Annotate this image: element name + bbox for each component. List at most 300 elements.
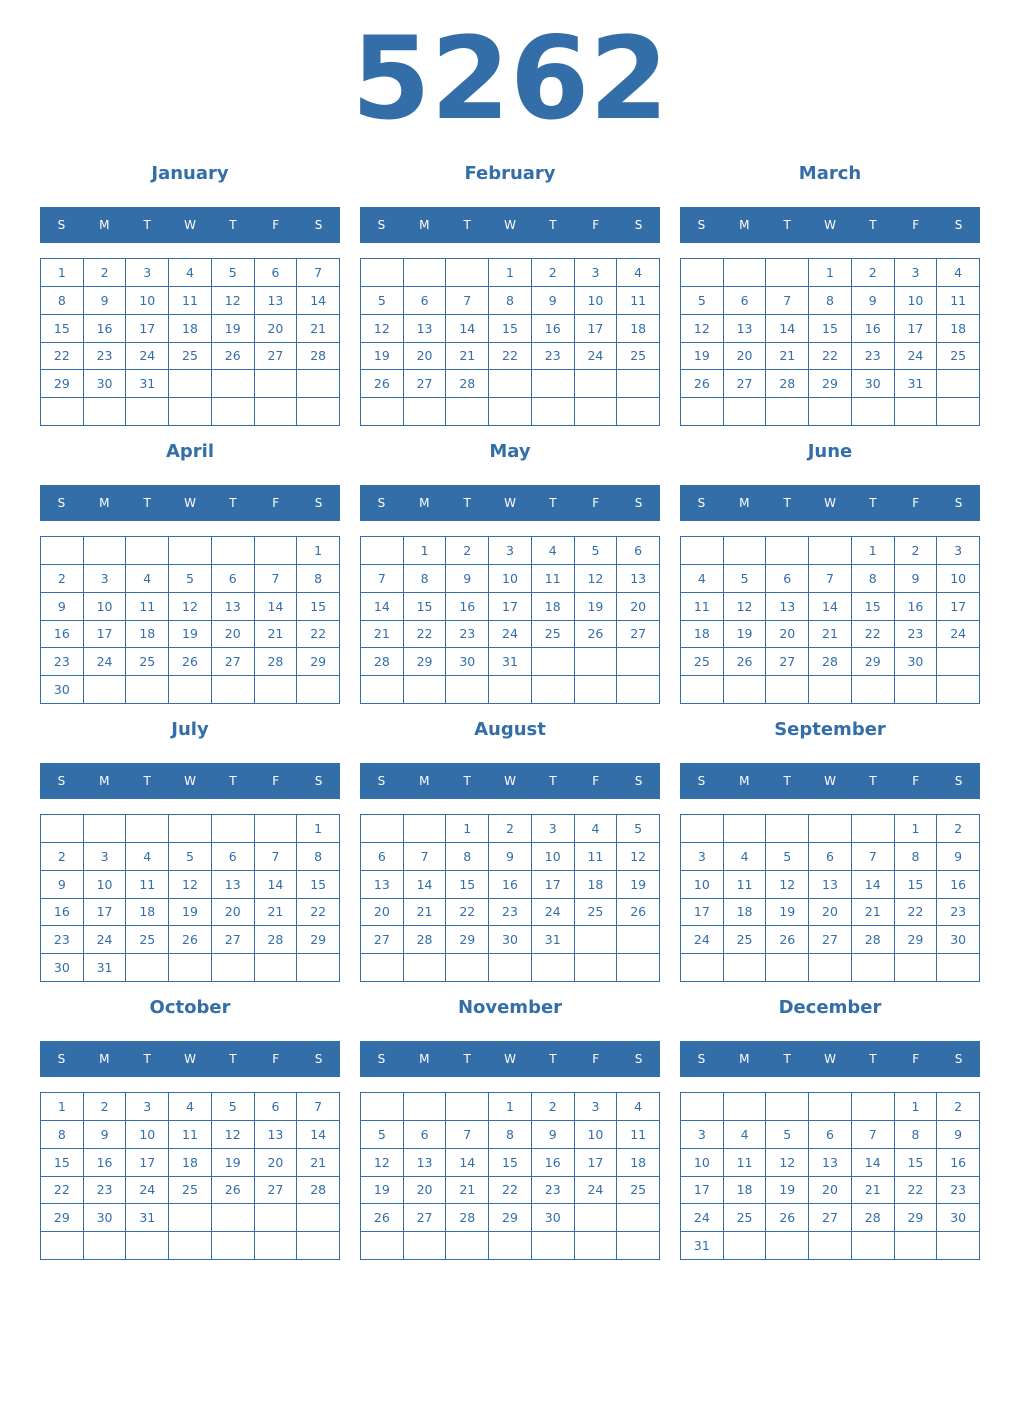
day-cell: 11: [532, 565, 575, 593]
weekday-label: T: [783, 1052, 791, 1066]
day-cell: 19: [681, 343, 724, 371]
day-cell: 15: [446, 871, 489, 899]
day-cell: 28: [446, 370, 489, 398]
day-cell: 23: [41, 926, 84, 954]
day-cell: 4: [937, 259, 980, 287]
weekday-label: W: [824, 496, 836, 510]
day-cell: 11: [126, 593, 169, 621]
empty-cell: [575, 926, 618, 954]
empty-cell: [41, 537, 84, 565]
empty-cell: [766, 259, 809, 287]
empty-cell: [41, 1232, 84, 1260]
day-cell: 24: [575, 1177, 618, 1205]
weekday-label: S: [377, 774, 386, 788]
day-cell: 17: [84, 621, 127, 649]
empty-cell: [724, 676, 767, 704]
empty-cell: [255, 676, 298, 704]
day-cell: 14: [446, 1149, 489, 1177]
day-cell: 11: [169, 1121, 212, 1149]
day-cell: 22: [297, 899, 340, 927]
empty-cell: [617, 1204, 660, 1232]
day-cell: 31: [126, 370, 169, 398]
empty-cell: [84, 676, 127, 704]
day-cell: 1: [41, 1093, 84, 1121]
empty-cell: [255, 370, 298, 398]
weekday-label: S: [314, 1052, 323, 1066]
day-cell: 27: [255, 1177, 298, 1205]
empty-cell: [724, 259, 767, 287]
day-cell: 3: [575, 259, 618, 287]
day-cell: 5: [681, 287, 724, 315]
day-cell: 26: [169, 648, 212, 676]
day-cell: 28: [361, 648, 404, 676]
empty-cell: [212, 676, 255, 704]
day-cell: 19: [361, 343, 404, 371]
day-cell: 4: [724, 1121, 767, 1149]
empty-cell: [532, 954, 575, 982]
day-cell: 27: [724, 370, 767, 398]
empty-cell: [852, 1093, 895, 1121]
empty-cell: [937, 648, 980, 676]
day-cell: 2: [41, 565, 84, 593]
weekday-label: T: [229, 1052, 237, 1066]
empty-cell: [681, 259, 724, 287]
weekday-label: W: [504, 1052, 516, 1066]
day-cell: 9: [41, 871, 84, 899]
day-cell: 4: [169, 259, 212, 287]
day-cell: 25: [724, 1204, 767, 1232]
weekday-label: S: [697, 774, 706, 788]
day-cell: 30: [84, 370, 127, 398]
day-cell: 7: [446, 1121, 489, 1149]
day-cell: 22: [489, 343, 532, 371]
weekday-header: [680, 485, 980, 521]
day-cell: 5: [766, 843, 809, 871]
day-cell: 14: [766, 315, 809, 343]
day-cell: 12: [724, 593, 767, 621]
day-cell: 13: [361, 871, 404, 899]
day-cell: 21: [404, 899, 447, 927]
day-cell: 16: [895, 593, 938, 621]
day-cell: 12: [361, 315, 404, 343]
weekday-label: W: [184, 774, 196, 788]
day-cell: 5: [169, 843, 212, 871]
day-cell: 18: [681, 621, 724, 649]
weekday-label: F: [272, 774, 280, 788]
day-cell: 9: [895, 565, 938, 593]
weekday-label: M: [419, 496, 430, 510]
weekday-label: T: [549, 496, 557, 510]
day-cell: 26: [766, 926, 809, 954]
day-grid: [360, 814, 660, 982]
day-cell: 14: [809, 593, 852, 621]
empty-cell: [361, 676, 404, 704]
weekday-label: T: [463, 774, 471, 788]
day-cell: 25: [532, 621, 575, 649]
empty-cell: [169, 676, 212, 704]
weekday-label: M: [739, 774, 750, 788]
day-cell: 7: [809, 565, 852, 593]
day-cell: 6: [255, 259, 298, 287]
empty-cell: [809, 537, 852, 565]
day-cell: 15: [895, 871, 938, 899]
day-cell: 2: [895, 537, 938, 565]
day-cell: 12: [212, 287, 255, 315]
day-cell: 19: [575, 593, 618, 621]
day-cell: 21: [297, 1149, 340, 1177]
day-cell: 10: [532, 843, 575, 871]
empty-cell: [404, 954, 447, 982]
empty-cell: [446, 259, 489, 287]
day-cell: 19: [169, 621, 212, 649]
empty-cell: [212, 370, 255, 398]
empty-cell: [212, 537, 255, 565]
day-cell: 23: [532, 1177, 575, 1205]
empty-cell: [255, 537, 298, 565]
weekday-label: W: [184, 218, 196, 232]
day-cell: 1: [895, 815, 938, 843]
empty-cell: [724, 398, 767, 426]
empty-cell: [809, 1232, 852, 1260]
day-cell: 15: [41, 315, 84, 343]
empty-cell: [446, 1232, 489, 1260]
day-cell: 5: [169, 565, 212, 593]
day-cell: 23: [84, 343, 127, 371]
day-cell: 17: [489, 593, 532, 621]
day-cell: 28: [255, 926, 298, 954]
weekday-header: [680, 207, 980, 243]
day-cell: 15: [297, 871, 340, 899]
day-cell: 17: [937, 593, 980, 621]
day-cell: 21: [852, 1177, 895, 1205]
empty-cell: [446, 676, 489, 704]
weekday-label: F: [592, 496, 600, 510]
day-cell: 10: [575, 287, 618, 315]
day-cell: 14: [852, 1149, 895, 1177]
empty-cell: [84, 398, 127, 426]
day-cell: 18: [724, 899, 767, 927]
day-cell: 31: [895, 370, 938, 398]
day-cell: 8: [41, 287, 84, 315]
empty-cell: [84, 537, 127, 565]
day-cell: 2: [852, 259, 895, 287]
day-cell: 18: [169, 1149, 212, 1177]
day-cell: 10: [84, 871, 127, 899]
weekday-label: W: [184, 496, 196, 510]
day-cell: 7: [852, 1121, 895, 1149]
weekday-label: T: [869, 1052, 877, 1066]
weekday-label: M: [419, 774, 430, 788]
day-cell: 10: [489, 565, 532, 593]
day-cell: 24: [937, 621, 980, 649]
empty-cell: [766, 676, 809, 704]
empty-cell: [681, 1093, 724, 1121]
empty-cell: [212, 1232, 255, 1260]
day-cell: 31: [84, 954, 127, 982]
weekday-label: T: [463, 218, 471, 232]
day-cell: 27: [361, 926, 404, 954]
day-cell: 11: [724, 1149, 767, 1177]
empty-cell: [255, 954, 298, 982]
day-cell: 3: [532, 815, 575, 843]
day-cell: 2: [84, 259, 127, 287]
month-name: March: [798, 163, 862, 184]
weekday-header: [680, 1041, 980, 1077]
weekday-label: S: [634, 496, 643, 510]
day-cell: 17: [681, 1177, 724, 1205]
empty-cell: [937, 370, 980, 398]
month-name: November: [457, 997, 563, 1018]
day-cell: 7: [361, 565, 404, 593]
weekday-label: S: [377, 496, 386, 510]
day-cell: 20: [724, 343, 767, 371]
day-cell: 18: [575, 871, 618, 899]
day-cell: 20: [255, 315, 298, 343]
weekday-label: S: [954, 1052, 963, 1066]
day-cell: 15: [297, 593, 340, 621]
empty-cell: [617, 926, 660, 954]
weekday-header: [40, 207, 340, 243]
empty-cell: [404, 676, 447, 704]
day-cell: 19: [766, 1177, 809, 1205]
day-cell: 23: [852, 343, 895, 371]
empty-cell: [575, 1232, 618, 1260]
day-cell: 22: [895, 899, 938, 927]
day-cell: 3: [84, 565, 127, 593]
day-cell: 2: [532, 1093, 575, 1121]
day-cell: 26: [361, 370, 404, 398]
month-name: October: [149, 997, 231, 1018]
day-cell: 23: [446, 621, 489, 649]
empty-cell: [575, 648, 618, 676]
day-cell: 23: [489, 899, 532, 927]
empty-cell: [126, 815, 169, 843]
day-cell: 14: [297, 287, 340, 315]
weekday-label: T: [869, 218, 877, 232]
weekday-label: F: [592, 774, 600, 788]
day-cell: 17: [681, 899, 724, 927]
empty-cell: [297, 398, 340, 426]
empty-cell: [575, 676, 618, 704]
day-cell: 2: [937, 1093, 980, 1121]
day-cell: 22: [809, 343, 852, 371]
empty-cell: [724, 1093, 767, 1121]
day-cell: 28: [297, 343, 340, 371]
weekday-label: F: [912, 496, 920, 510]
day-cell: 6: [617, 537, 660, 565]
day-grid: [680, 536, 980, 704]
day-cell: 6: [212, 565, 255, 593]
month-name: February: [464, 163, 556, 184]
day-cell: 3: [575, 1093, 618, 1121]
month-name: January: [151, 163, 229, 184]
day-cell: 24: [84, 926, 127, 954]
empty-cell: [361, 815, 404, 843]
weekday-label: M: [99, 496, 110, 510]
day-cell: 12: [617, 843, 660, 871]
day-cell: 13: [809, 871, 852, 899]
empty-cell: [212, 1204, 255, 1232]
month-name: September: [774, 719, 886, 740]
day-cell: 8: [404, 565, 447, 593]
day-cell: 13: [404, 1149, 447, 1177]
day-cell: 24: [84, 648, 127, 676]
day-cell: 20: [212, 899, 255, 927]
weekday-label: S: [57, 496, 66, 510]
weekday-label: S: [634, 218, 643, 232]
day-cell: 20: [404, 1177, 447, 1205]
day-cell: 27: [404, 370, 447, 398]
weekday-label: M: [99, 218, 110, 232]
weekday-label: F: [592, 1052, 600, 1066]
weekday-label: T: [549, 774, 557, 788]
day-cell: 5: [361, 287, 404, 315]
day-cell: 11: [724, 871, 767, 899]
weekday-label: S: [634, 1052, 643, 1066]
day-cell: 30: [532, 1204, 575, 1232]
weekday-label: T: [463, 1052, 471, 1066]
empty-cell: [255, 398, 298, 426]
weekday-label: T: [549, 1052, 557, 1066]
day-cell: 26: [724, 648, 767, 676]
weekday-label: T: [783, 774, 791, 788]
day-cell: 8: [489, 1121, 532, 1149]
day-cell: 25: [617, 1177, 660, 1205]
day-cell: 26: [212, 1177, 255, 1205]
day-cell: 19: [169, 899, 212, 927]
weekday-label: S: [697, 496, 706, 510]
day-cell: 29: [41, 1204, 84, 1232]
empty-cell: [41, 398, 84, 426]
day-cell: 5: [766, 1121, 809, 1149]
empty-cell: [681, 815, 724, 843]
empty-cell: [126, 954, 169, 982]
day-cell: 17: [532, 871, 575, 899]
empty-cell: [724, 815, 767, 843]
day-cell: 21: [255, 621, 298, 649]
empty-cell: [169, 1204, 212, 1232]
day-cell: 27: [255, 343, 298, 371]
day-grid: [360, 536, 660, 704]
empty-cell: [766, 954, 809, 982]
day-grid: [680, 258, 980, 426]
day-cell: 20: [617, 593, 660, 621]
day-cell: 4: [126, 565, 169, 593]
day-cell: 10: [681, 871, 724, 899]
day-cell: 20: [255, 1149, 298, 1177]
empty-cell: [212, 398, 255, 426]
day-cell: 15: [852, 593, 895, 621]
empty-cell: [809, 676, 852, 704]
empty-cell: [361, 1093, 404, 1121]
day-cell: 3: [937, 537, 980, 565]
empty-cell: [297, 1204, 340, 1232]
empty-cell: [617, 648, 660, 676]
empty-cell: [766, 1232, 809, 1260]
month-name: August: [474, 719, 546, 740]
day-cell: 27: [404, 1204, 447, 1232]
day-cell: 12: [766, 871, 809, 899]
empty-cell: [681, 537, 724, 565]
day-cell: 29: [809, 370, 852, 398]
day-cell: 31: [489, 648, 532, 676]
day-cell: 21: [852, 899, 895, 927]
day-cell: 19: [724, 621, 767, 649]
weekday-label: T: [783, 496, 791, 510]
day-cell: 10: [681, 1149, 724, 1177]
day-cell: 12: [361, 1149, 404, 1177]
day-cell: 23: [937, 1177, 980, 1205]
empty-cell: [361, 537, 404, 565]
day-cell: 10: [895, 287, 938, 315]
day-cell: 24: [681, 1204, 724, 1232]
day-cell: 24: [895, 343, 938, 371]
day-cell: 18: [532, 593, 575, 621]
day-cell: 18: [169, 315, 212, 343]
day-cell: 29: [446, 926, 489, 954]
empty-cell: [169, 537, 212, 565]
day-cell: 16: [41, 899, 84, 927]
weekday-label: W: [184, 1052, 196, 1066]
empty-cell: [937, 954, 980, 982]
empty-cell: [126, 537, 169, 565]
day-cell: 21: [255, 899, 298, 927]
empty-cell: [255, 815, 298, 843]
weekday-header: [40, 763, 340, 799]
empty-cell: [617, 370, 660, 398]
empty-cell: [361, 954, 404, 982]
day-cell: 13: [724, 315, 767, 343]
empty-cell: [617, 676, 660, 704]
day-cell: 13: [255, 287, 298, 315]
day-cell: 16: [84, 1149, 127, 1177]
day-cell: 14: [297, 1121, 340, 1149]
day-cell: 28: [766, 370, 809, 398]
empty-cell: [404, 1232, 447, 1260]
weekday-label: W: [824, 218, 836, 232]
day-cell: 30: [852, 370, 895, 398]
day-cell: 28: [446, 1204, 489, 1232]
day-cell: 24: [575, 343, 618, 371]
empty-cell: [809, 815, 852, 843]
empty-cell: [724, 1232, 767, 1260]
day-cell: 15: [489, 315, 532, 343]
day-cell: 7: [297, 259, 340, 287]
empty-cell: [41, 815, 84, 843]
weekday-label: S: [314, 496, 323, 510]
empty-cell: [255, 1232, 298, 1260]
day-cell: 9: [489, 843, 532, 871]
weekday-label: T: [549, 218, 557, 232]
empty-cell: [361, 398, 404, 426]
day-grid: [680, 1092, 980, 1260]
day-cell: 1: [895, 1093, 938, 1121]
day-cell: 27: [617, 621, 660, 649]
day-cell: 19: [212, 1149, 255, 1177]
empty-cell: [212, 954, 255, 982]
day-cell: 16: [446, 593, 489, 621]
day-cell: 18: [617, 315, 660, 343]
day-cell: 10: [126, 1121, 169, 1149]
day-cell: 14: [852, 871, 895, 899]
empty-cell: [681, 954, 724, 982]
day-cell: 22: [895, 1177, 938, 1205]
day-cell: 9: [937, 843, 980, 871]
day-cell: 30: [446, 648, 489, 676]
empty-cell: [446, 1093, 489, 1121]
empty-cell: [575, 398, 618, 426]
day-cell: 25: [724, 926, 767, 954]
